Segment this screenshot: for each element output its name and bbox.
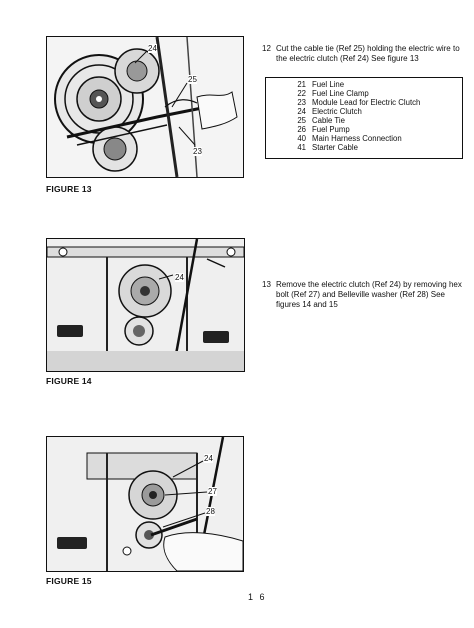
legend-ref: 21 xyxy=(297,80,306,89)
legend-ref: 23 xyxy=(297,98,306,107)
step-number: 12 xyxy=(262,44,271,53)
legend-row xyxy=(292,89,369,98)
callout-24: 24 xyxy=(148,44,157,53)
legend-name: Fuel Line Clamp xyxy=(312,89,369,98)
legend-ref: 24 xyxy=(297,107,306,116)
figure-14-illustration xyxy=(47,239,244,371)
figure-15-illustration xyxy=(47,437,243,571)
legend-row xyxy=(292,80,344,89)
figure-14-caption: FIGURE 14 xyxy=(46,376,92,386)
callout-27: 27 xyxy=(208,487,217,496)
callout-25: 25 xyxy=(188,75,197,84)
legend-name: Fuel Pump xyxy=(312,125,350,134)
legend-ref: 25 xyxy=(297,116,306,125)
legend-row xyxy=(292,143,358,152)
legend-name: Module Lead for Electric Clutch xyxy=(312,98,421,107)
callout-24: 24 xyxy=(204,454,213,463)
legend-row xyxy=(292,98,420,107)
callout-28: 28 xyxy=(206,507,215,516)
figure-15-photo xyxy=(46,436,244,572)
legend-name: Fuel Line xyxy=(312,80,345,89)
legend-row xyxy=(292,134,402,143)
legend-ref: 41 xyxy=(297,143,306,152)
legend-row xyxy=(292,107,362,116)
figure-13-photo xyxy=(46,36,244,178)
page-number: 1 6 xyxy=(248,592,267,602)
legend-row xyxy=(292,125,350,134)
legend-name: Main Harness Connection xyxy=(312,134,402,143)
step-text: Cut the cable tie (Ref 25) holding the electric wire to the electric clutch (Ref 24) See figure 13 xyxy=(276,44,460,63)
figure-13-caption: FIGURE 13 xyxy=(46,184,92,194)
step-12 xyxy=(262,44,462,64)
figure-15-caption: FIGURE 15 xyxy=(46,576,92,586)
legend-name: Starter Cable xyxy=(312,143,358,152)
parts-legend xyxy=(265,77,463,159)
legend-ref: 26 xyxy=(297,125,306,134)
step-number: 13 xyxy=(262,280,271,289)
legend-row xyxy=(292,116,345,125)
callout-23: 23 xyxy=(193,147,202,156)
legend-name: Cable Tie xyxy=(312,116,345,125)
step-text: Remove the electric clutch (Ref 24) by removing hex bolt (Ref 27) and Belleville washer (Ref 28) See figures 14 and 15 xyxy=(276,280,462,309)
legend-ref: 40 xyxy=(297,134,306,143)
step-13 xyxy=(262,280,462,310)
figure-13-illustration xyxy=(47,37,243,177)
legend-name: Electric Clutch xyxy=(312,107,362,116)
figure-14-photo xyxy=(46,238,245,372)
legend-ref: 22 xyxy=(297,89,306,98)
callout-24: 24 xyxy=(175,273,184,282)
